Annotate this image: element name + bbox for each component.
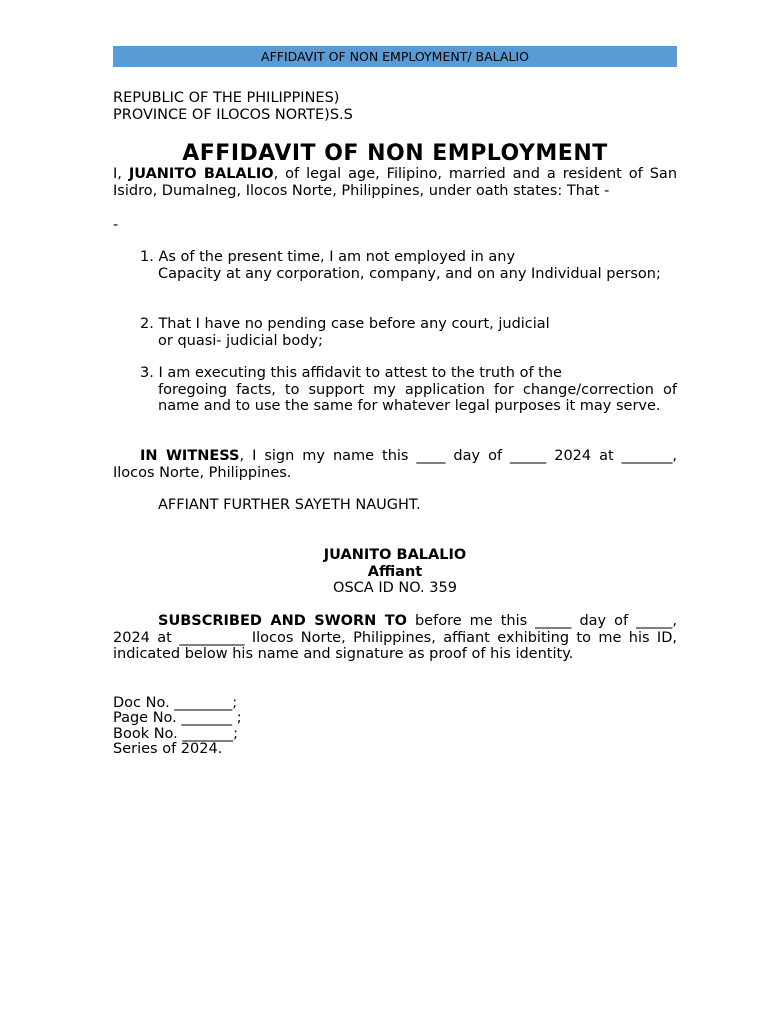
header-banner-text: AFFIDAVIT OF NON EMPLOYMENT/ BALALIO <box>261 49 529 64</box>
list-item-first-line: 1. As of the present time, I am not employed in any <box>140 249 516 265</box>
jurat-paragraph <box>113 613 677 663</box>
list-item <box>140 316 677 349</box>
further-sayeth-line: AFFIANT FURTHER SAYETH NAUGHT. <box>158 497 421 513</box>
jurat-lead: SUBSCRIBED AND SWORN TO <box>158 613 407 629</box>
doc-no: Doc No. ________; <box>113 695 238 711</box>
venue-block <box>113 90 677 123</box>
witness-lead: IN WITNESS <box>140 448 240 464</box>
book-no: Book No. _______; <box>113 725 239 742</box>
intro-paragraph <box>113 166 677 199</box>
list-item-first-line: 3. I am executing this affidavit to attest to the truth of the <box>140 365 562 381</box>
page-title: AFFIDAVIT OF NON EMPLOYMENT <box>182 141 608 166</box>
list-item-first-line: 2. That I have no pending case before any court, judicial <box>140 316 550 332</box>
series-year: Series of 2024. <box>113 740 223 757</box>
affiant-role: Affiant <box>367 563 423 580</box>
venue-line-province: PROVINCE OF ILOCOS NORTE)S.S <box>113 106 353 123</box>
notarial-register <box>113 696 677 757</box>
jurat-text: before me this _____ day of _____, 2024 at _________ Ilocos Norte, Philippines, affiant exhibiting to me his ID, indicated below his name and signature as proof of his identity. <box>113 613 677 663</box>
intro-text: , of legal age, Filipino, married and a resident of San Isidro, Dumalneg, Ilocos Norte, Philippines, under oath states: That - <box>113 166 678 199</box>
intro-prefix: I, <box>113 166 129 182</box>
affiant-name: JUANITO BALALIO <box>323 547 467 563</box>
venue-line-republic: REPUBLIC OF THE PHILIPPINES) <box>113 90 340 106</box>
affiant-name-inline: JUANITO BALALIO <box>128 166 274 182</box>
list-item <box>140 365 677 415</box>
document-header-banner <box>113 46 677 67</box>
affiant-signature-block <box>113 547 677 597</box>
page-no: Page No. _______ ; <box>113 710 242 727</box>
list-item <box>140 249 677 282</box>
list-item-continuation: Capacity at any corporation, company, and on any Individual person; <box>158 265 661 282</box>
list-item-continuation: or quasi- judicial body; <box>158 332 323 349</box>
witness-paragraph <box>113 448 677 481</box>
list-item-continuation: foregoing facts, to support my application for change/correction of name and to use the same for whatever legal purposes it may serve. <box>158 381 677 415</box>
witness-text: , I sign my name this ____ day of _____ 2024 at _______, Ilocos Norte, Philippines. <box>113 448 677 481</box>
intro-dash: - <box>113 217 119 233</box>
affiant-id: OSCA ID NO. 359 <box>333 580 457 597</box>
